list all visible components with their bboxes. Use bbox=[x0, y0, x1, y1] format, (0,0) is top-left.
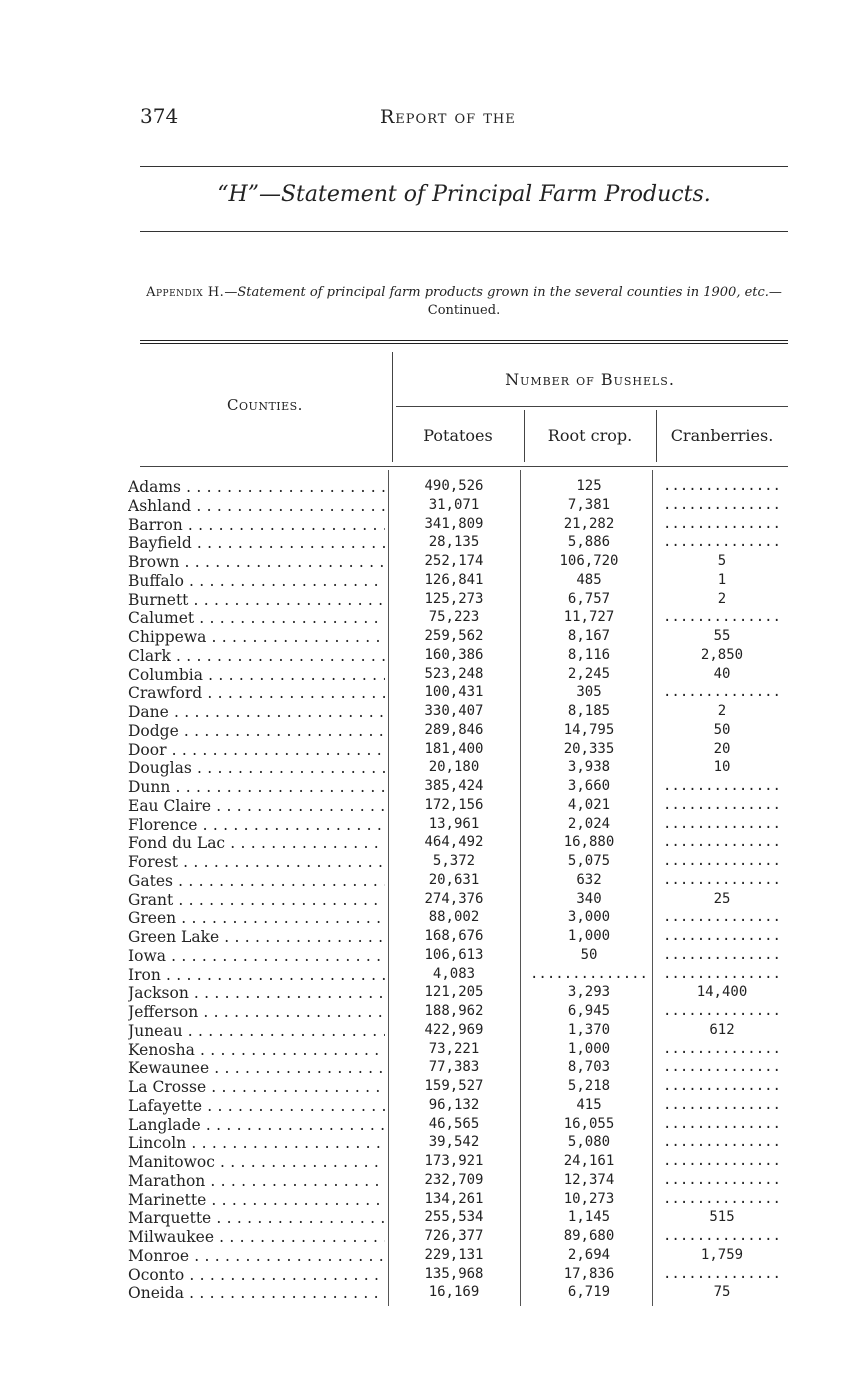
cranberries-cell: 10 bbox=[713, 759, 731, 776]
county-name: Kewaunee . . . bbox=[128, 1059, 385, 1077]
root-crop-cell: 2,024 bbox=[567, 815, 611, 832]
root-crop-cell: 8,116 bbox=[567, 646, 611, 663]
table-row bbox=[128, 759, 788, 778]
potatoes-cell: 4,083 bbox=[432, 965, 476, 982]
table-row bbox=[128, 703, 788, 722]
table-row bbox=[128, 966, 788, 985]
county-name: Green . . . bbox=[128, 909, 385, 927]
potatoes-cell: 173,921 bbox=[424, 1153, 484, 1169]
root-crop-cell: 7,381 bbox=[567, 496, 611, 513]
county-name: Burnett . . . bbox=[128, 591, 385, 609]
root-crop-cell: 17,836 bbox=[563, 1265, 615, 1282]
root-crop-cell: 3,293 bbox=[567, 984, 611, 1001]
potatoes-cell: 134,261 bbox=[424, 1190, 484, 1207]
cranberries-cell: 75 bbox=[713, 1284, 731, 1301]
cranberries-cell: .............. bbox=[662, 1096, 781, 1113]
potatoes-cell: 726,377 bbox=[424, 1228, 484, 1244]
table-row bbox=[128, 816, 788, 835]
potatoes-cell: 16,169 bbox=[428, 1284, 480, 1301]
cranberries-cell: .............. bbox=[662, 1134, 781, 1151]
potatoes-cell: 168,676 bbox=[424, 928, 484, 944]
potatoes-cell: 330,407 bbox=[424, 703, 484, 719]
root-crop-cell: 1,000 bbox=[567, 928, 611, 944]
county-name: Green Lake . . . bbox=[128, 928, 385, 946]
root-crop-cell: 21,282 bbox=[563, 515, 615, 532]
cranberries-cell: 40 bbox=[713, 665, 731, 682]
county-name: Marathon . . . bbox=[128, 1172, 385, 1190]
potatoes-cell: 181,400 bbox=[424, 740, 484, 757]
cranberries-cell: .............. bbox=[662, 478, 781, 494]
table-row bbox=[128, 984, 788, 1003]
table-row bbox=[128, 609, 788, 628]
cranberries-cell: 515 bbox=[709, 1209, 735, 1226]
county-name: Forest . . . bbox=[128, 853, 385, 871]
cranberries-cell: .............. bbox=[662, 609, 781, 626]
county-name: Fond du Lac . . . bbox=[128, 834, 385, 852]
cranberries-cell: 25 bbox=[713, 890, 731, 907]
table-row bbox=[128, 572, 788, 591]
root-crop-cell: 5,080 bbox=[567, 1134, 611, 1151]
root-crop-cell: 632 bbox=[576, 871, 602, 888]
cranberries-cell: .............. bbox=[662, 965, 781, 982]
root-crop-cell: 125 bbox=[576, 478, 602, 494]
county-name: Kenosha . . . bbox=[128, 1041, 385, 1059]
potatoes-cell: 88,002 bbox=[428, 909, 480, 926]
county-name: Jackson . . . bbox=[128, 984, 385, 1002]
county-name: Douglas . . . bbox=[128, 759, 385, 777]
cranberries-cell: 5 bbox=[717, 553, 727, 569]
root-crop-cell: 1,000 bbox=[567, 1040, 611, 1057]
col-header-root-crop: Root crop. bbox=[547, 426, 633, 445]
root-crop-cell: 11,727 bbox=[563, 609, 615, 626]
county-name: Oneida . . . bbox=[128, 1284, 385, 1302]
potatoes-cell: 159,527 bbox=[424, 1078, 484, 1094]
county-name: Door . . . bbox=[128, 741, 385, 759]
col-header-cranberries: Cranberries. bbox=[670, 426, 774, 445]
potatoes-cell: 464,492 bbox=[424, 834, 484, 851]
potatoes-cell: 188,962 bbox=[424, 1003, 484, 1019]
cranberries-cell: .............. bbox=[662, 1059, 781, 1076]
potatoes-cell: 274,376 bbox=[424, 890, 484, 907]
county-name: Jefferson . . . bbox=[128, 1003, 385, 1021]
caption-suffix: —Continued. bbox=[427, 285, 782, 318]
county-name: Oconto . . . bbox=[128, 1266, 385, 1284]
table-row bbox=[128, 1116, 788, 1135]
table-row bbox=[128, 1228, 788, 1247]
group-underline bbox=[396, 406, 788, 407]
table-row bbox=[128, 647, 788, 666]
running-head: Report of the bbox=[380, 106, 516, 128]
potatoes-cell: 523,248 bbox=[424, 665, 484, 682]
potatoes-cell: 125,273 bbox=[424, 590, 484, 607]
county-name: Dodge . . . bbox=[128, 722, 385, 740]
county-name: Lafayette . . . bbox=[128, 1097, 385, 1115]
root-crop-cell: 5,075 bbox=[567, 853, 611, 869]
cranberries-cell: .............. bbox=[662, 1153, 781, 1169]
potatoes-cell: 20,631 bbox=[428, 871, 480, 888]
county-name: Eau Claire . . . bbox=[128, 797, 385, 815]
table-row bbox=[128, 1003, 788, 1022]
county-name: Marinette . . . bbox=[128, 1191, 385, 1209]
root-crop-cell: 5,218 bbox=[567, 1078, 611, 1094]
county-name: Chippewa . . . bbox=[128, 628, 385, 646]
root-crop-cell: 16,055 bbox=[563, 1115, 615, 1132]
county-name: Juneau . . . bbox=[128, 1022, 385, 1040]
cranberries-cell: 612 bbox=[709, 1021, 735, 1038]
potatoes-cell: 289,846 bbox=[424, 721, 484, 738]
table-header bbox=[140, 348, 788, 466]
root-crop-cell: 485 bbox=[576, 571, 602, 588]
potatoes-cell: 77,383 bbox=[428, 1059, 480, 1076]
potatoes-cell: 232,709 bbox=[424, 1171, 484, 1188]
table-row bbox=[128, 872, 788, 891]
cranberries-cell: .............. bbox=[662, 871, 781, 888]
county-name: Manitowoc . . . bbox=[128, 1153, 385, 1171]
potatoes-cell: 385,424 bbox=[424, 778, 484, 794]
cranberries-cell: 20 bbox=[713, 740, 731, 757]
cranberries-cell: .............. bbox=[662, 834, 781, 851]
potatoes-cell: 229,131 bbox=[424, 1246, 484, 1263]
table-row bbox=[128, 1134, 788, 1153]
cranberries-cell: .............. bbox=[662, 1040, 781, 1057]
table-row bbox=[128, 1266, 788, 1285]
potatoes-cell: 28,135 bbox=[428, 534, 480, 551]
root-crop-cell: 89,680 bbox=[563, 1228, 615, 1244]
potatoes-cell: 5,372 bbox=[432, 853, 476, 869]
top-rule bbox=[140, 166, 788, 167]
potatoes-cell: 255,534 bbox=[424, 1209, 484, 1226]
potatoes-cell: 422,969 bbox=[424, 1021, 484, 1038]
county-name: Milwaukee . . . bbox=[128, 1228, 385, 1246]
page-number: 374 bbox=[140, 104, 179, 128]
county-name: Grant . . . bbox=[128, 891, 385, 909]
root-crop-cell: 8,185 bbox=[567, 703, 611, 719]
table-top-rule bbox=[140, 340, 788, 344]
table-row bbox=[128, 778, 788, 797]
county-name: Crawford . . . bbox=[128, 684, 385, 702]
county-name: Clark . . . bbox=[128, 647, 385, 665]
cranberries-cell: .............. bbox=[662, 909, 781, 926]
cranberries-cell: 55 bbox=[713, 628, 731, 644]
root-crop-cell: 6,719 bbox=[567, 1284, 611, 1301]
table-row bbox=[128, 1247, 788, 1266]
potatoes-cell: 46,565 bbox=[428, 1115, 480, 1132]
potatoes-cell: 20,180 bbox=[428, 759, 480, 776]
root-crop-cell: 2,694 bbox=[567, 1246, 611, 1263]
county-name: La Crosse . . . bbox=[128, 1078, 385, 1096]
cranberries-cell: 2,850 bbox=[700, 646, 744, 663]
potatoes-cell: 96,132 bbox=[428, 1096, 480, 1113]
table-row bbox=[128, 1097, 788, 1116]
potatoes-cell: 259,562 bbox=[424, 628, 484, 644]
cranberries-cell: .............. bbox=[662, 684, 781, 701]
county-name: Brown . . . bbox=[128, 553, 385, 571]
table-row bbox=[128, 478, 788, 497]
cranberries-cell: .............. bbox=[662, 1265, 781, 1282]
potatoes-cell: 341,809 bbox=[424, 515, 484, 532]
caption-lead: Appendix H. bbox=[146, 285, 225, 300]
header-bottom-rule bbox=[140, 466, 788, 467]
table-row bbox=[128, 1209, 788, 1228]
county-name: Iron . . . bbox=[128, 966, 385, 984]
county-name: Barron . . . bbox=[128, 516, 385, 534]
potatoes-cell: 100,431 bbox=[424, 684, 484, 701]
root-crop-cell: 1,370 bbox=[567, 1021, 611, 1038]
cranberries-cell: .............. bbox=[662, 515, 781, 532]
table-row bbox=[128, 591, 788, 610]
cranberries-cell: .............. bbox=[662, 946, 781, 963]
potatoes-cell: 75,223 bbox=[428, 609, 480, 626]
county-name: Florence . . . bbox=[128, 816, 385, 834]
potatoes-cell: 160,386 bbox=[424, 646, 484, 663]
cranberries-cell: .............. bbox=[662, 928, 781, 944]
root-crop-cell: 6,757 bbox=[567, 590, 611, 607]
cranberries-cell: .............. bbox=[662, 853, 781, 869]
root-crop-cell: .............. bbox=[529, 965, 648, 982]
root-crop-cell: 16,880 bbox=[563, 834, 615, 851]
cranberries-cell: .............. bbox=[662, 778, 781, 794]
root-crop-cell: 20,335 bbox=[563, 740, 615, 757]
root-crop-cell: 305 bbox=[576, 684, 602, 701]
root-crop-cell: 8,703 bbox=[567, 1059, 611, 1076]
table-row bbox=[128, 534, 788, 553]
potatoes-cell: 252,174 bbox=[424, 553, 484, 569]
cranberries-cell: .............. bbox=[662, 815, 781, 832]
counties-header: Counties. bbox=[227, 396, 303, 414]
potatoes-cell: 126,841 bbox=[424, 571, 484, 588]
county-name: Columbia . . . bbox=[128, 666, 385, 684]
cranberries-cell: 14,400 bbox=[696, 984, 748, 1001]
cranberries-cell: .............. bbox=[662, 534, 781, 551]
county-name: Buffalo . . . bbox=[128, 572, 385, 590]
cranberries-cell: 2 bbox=[717, 590, 727, 607]
table-row bbox=[128, 497, 788, 516]
table-row bbox=[128, 1078, 788, 1097]
county-name: Bayfield . . . bbox=[128, 534, 385, 552]
potatoes-cell: 73,221 bbox=[428, 1040, 480, 1057]
table-row bbox=[128, 666, 788, 685]
potatoes-cell: 172,156 bbox=[424, 796, 484, 813]
potatoes-cell: 13,961 bbox=[428, 815, 480, 832]
cranberries-cell: .............. bbox=[662, 1078, 781, 1094]
table-row bbox=[128, 797, 788, 816]
potatoes-cell: 31,071 bbox=[428, 496, 480, 513]
root-crop-cell: 14,795 bbox=[563, 721, 615, 738]
cranberries-cell: 1,759 bbox=[700, 1246, 744, 1263]
county-name: Calumet . . . bbox=[128, 609, 385, 627]
table-row bbox=[128, 1191, 788, 1210]
county-name: Iowa . . . bbox=[128, 947, 385, 965]
table-row bbox=[128, 516, 788, 535]
root-crop-cell: 12,374 bbox=[563, 1171, 615, 1188]
cranberries-cell: .............. bbox=[662, 796, 781, 813]
table-row bbox=[128, 741, 788, 760]
county-name: Dunn . . . bbox=[128, 778, 385, 796]
table-row bbox=[128, 1041, 788, 1060]
root-crop-cell: 4,021 bbox=[567, 796, 611, 813]
table-row bbox=[128, 1153, 788, 1172]
table-row bbox=[128, 834, 788, 853]
cranberries-cell: .............. bbox=[662, 1190, 781, 1207]
cranberries-cell: 2 bbox=[717, 703, 727, 719]
county-name: Dane . . . bbox=[128, 703, 385, 721]
cranberries-cell: .............. bbox=[662, 1228, 781, 1244]
county-name: Ashland . . . bbox=[128, 497, 385, 515]
table-row bbox=[128, 928, 788, 947]
cranberries-cell: 1 bbox=[717, 571, 727, 588]
table-row bbox=[128, 947, 788, 966]
potatoes-cell: 106,613 bbox=[424, 946, 484, 963]
root-crop-cell: 50 bbox=[580, 946, 598, 963]
root-crop-cell: 8,167 bbox=[567, 628, 611, 644]
county-name: Monroe . . . bbox=[128, 1247, 385, 1265]
root-crop-cell: 5,886 bbox=[567, 534, 611, 551]
header-divider-counties bbox=[392, 352, 393, 462]
cranberries-cell: .............. bbox=[662, 1115, 781, 1132]
data-table bbox=[128, 478, 788, 1303]
col-header-potatoes: Potatoes bbox=[423, 426, 493, 445]
section-title: “H”—Statement of Principal Farm Products. bbox=[217, 182, 711, 207]
root-crop-cell: 24,161 bbox=[563, 1153, 615, 1169]
root-crop-cell: 3,938 bbox=[567, 759, 611, 776]
county-name: Adams . . . bbox=[128, 478, 385, 496]
potatoes-cell: 490,526 bbox=[424, 478, 484, 494]
table-row bbox=[128, 853, 788, 872]
county-name: Langlade . . . bbox=[128, 1116, 385, 1134]
table-caption bbox=[140, 284, 788, 320]
table-row bbox=[128, 628, 788, 647]
potatoes-cell: 39,542 bbox=[428, 1134, 480, 1151]
table-row bbox=[128, 891, 788, 910]
county-name: Lincoln . . . bbox=[128, 1134, 385, 1152]
potatoes-cell: 135,968 bbox=[424, 1265, 484, 1282]
root-crop-cell: 2,245 bbox=[567, 665, 611, 682]
table-row bbox=[128, 684, 788, 703]
root-crop-cell: 6,945 bbox=[567, 1003, 611, 1019]
county-name: Marquette . . . bbox=[128, 1209, 385, 1227]
table-row bbox=[128, 1284, 788, 1303]
root-crop-cell: 3,660 bbox=[567, 778, 611, 794]
cranberries-cell: 50 bbox=[713, 721, 731, 738]
caption-text: —Statement of principal farm products grown in the several counties in 1900, etc. bbox=[224, 285, 769, 300]
table-row bbox=[128, 722, 788, 741]
cranberries-cell: .............. bbox=[662, 1003, 781, 1019]
root-crop-cell: 106,720 bbox=[559, 553, 619, 569]
table-row bbox=[128, 1059, 788, 1078]
root-crop-cell: 10,273 bbox=[563, 1190, 615, 1207]
root-crop-cell: 415 bbox=[576, 1096, 602, 1113]
table-row bbox=[128, 1022, 788, 1041]
table-row bbox=[128, 553, 788, 572]
table-row bbox=[128, 1172, 788, 1191]
root-crop-cell: 3,000 bbox=[567, 909, 611, 926]
root-crop-cell: 1,145 bbox=[567, 1209, 611, 1226]
title-rule bbox=[140, 231, 788, 232]
table-row bbox=[128, 909, 788, 928]
bushels-group-header: Number of Bushels. bbox=[505, 370, 675, 389]
cranberries-cell: .............. bbox=[662, 1171, 781, 1188]
county-name: Gates . . . bbox=[128, 872, 385, 890]
root-crop-cell: 340 bbox=[576, 890, 602, 907]
potatoes-cell: 121,205 bbox=[424, 984, 484, 1001]
cranberries-cell: .............. bbox=[662, 496, 781, 513]
